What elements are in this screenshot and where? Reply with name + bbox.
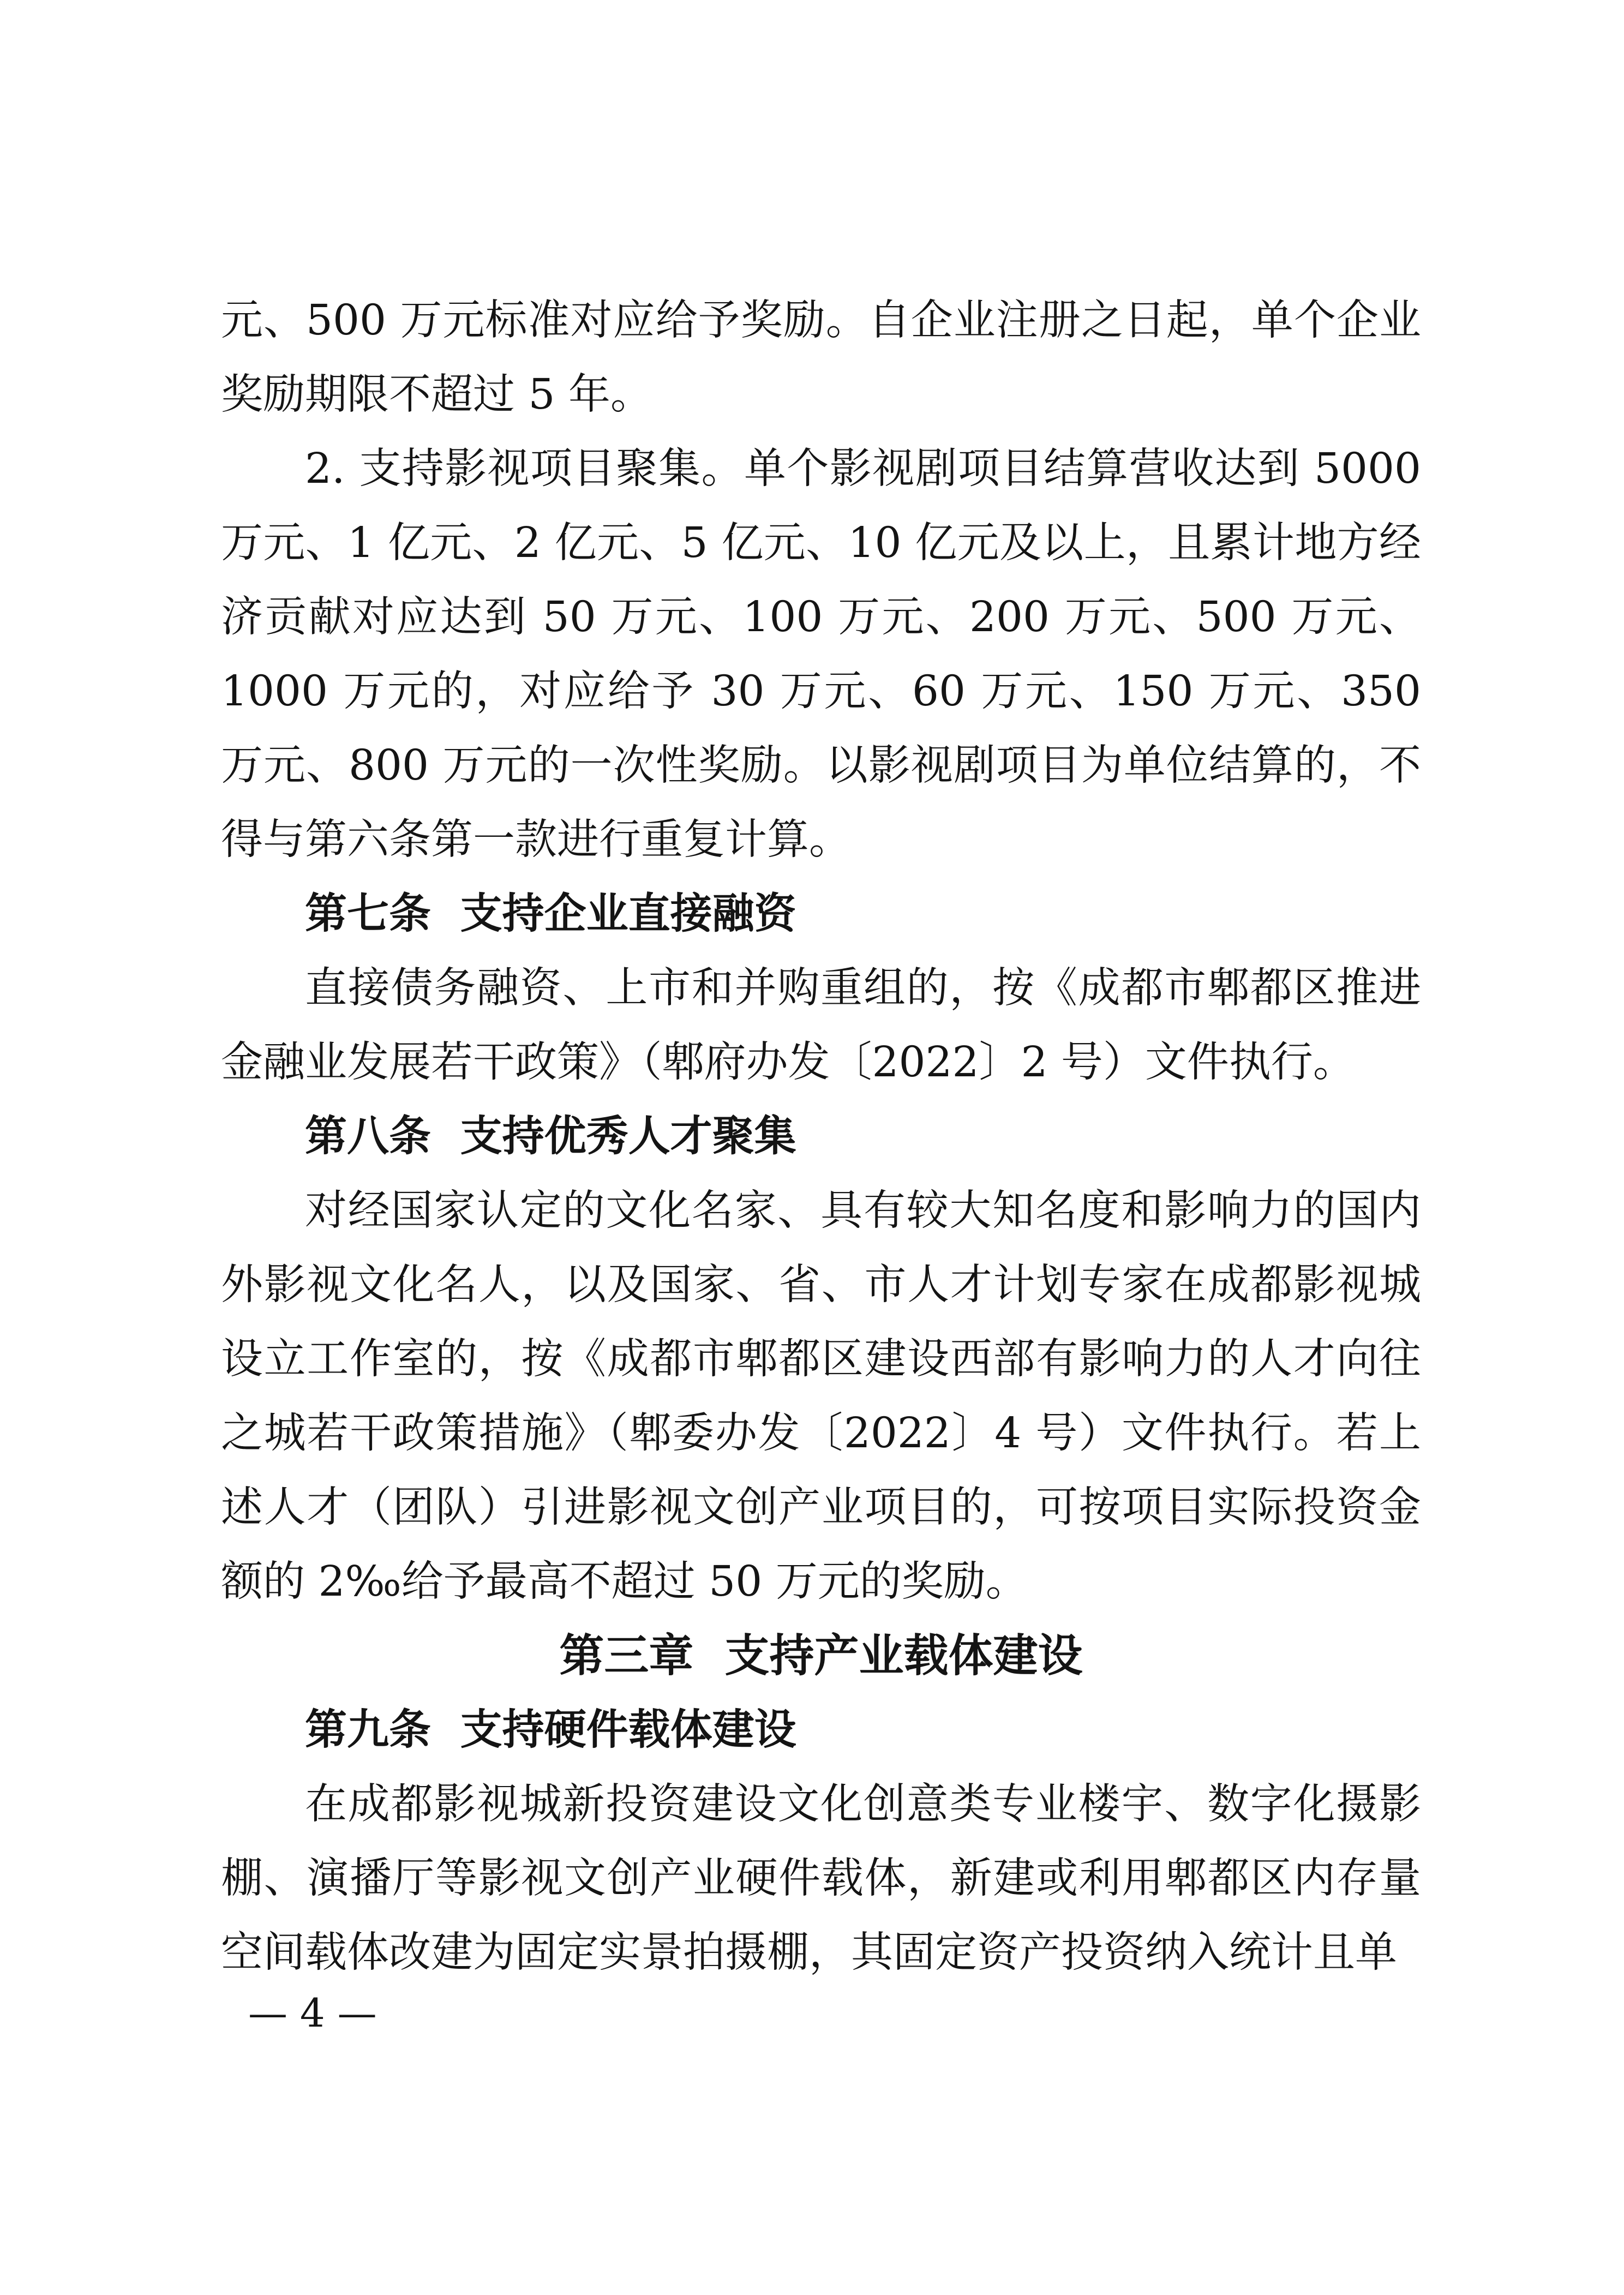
- paragraph-hardware: 在成都影视城新投资建设文化创意类专业楼宇、数字化摄影棚、演播厅等影视文创产业硬件载体，新建或利用郫都区内存量空间载体改建为固定实景拍摄棚，其固定资产投资纳入统计且单: [221, 1780, 1421, 1977]
- article-8-heading: [221, 1100, 1421, 1174]
- article-7-heading: [221, 877, 1421, 951]
- article-9-number: 第九条: [305, 1706, 431, 1754]
- chapter-3-heading: [221, 1619, 1421, 1693]
- article-9-heading: [221, 1693, 1421, 1767]
- paragraph-talent: 对经国家认定的文化名家、具有较大知名度和影响力的国内外影视文化名人，以及国家、省、市人才计划专家在成都影视城设立工作室的，按《成都市郫都区建设西部有影响力的人才向往之城若干政策措施》（郫委办发〔2022〕4 号）文件执行。若上述人才（团队）引进影视文创产业项目的，可按项目实际投资金额的 2‰给予最高不超过 50 万元的奖励。: [221, 1187, 1421, 1606]
- article-7-title: 支持企业直接融资: [460, 890, 796, 938]
- paragraph-financing: 直接债务融资、上市和并购重组的，按《成都市郫都区推进金融业发展若干政策》（郫府办发〔2022〕2 号）文件执行。: [221, 964, 1421, 1087]
- paragraph-project-support: 2. 支持影视项目聚集。单个影视剧项目结算营收达到 5000 万元、1 亿元、2 亿元、5 亿元、10 亿元及以上，且累计地方经济贡献对应达到 50 万元、100 万元、200 万元、500 万元、1000 万元的，对应给予 30 万元、60 万元、150 万元、350 万元、800 万元的一次性奖励。以影视剧项目为单位结算的，不得与第六条第一款进行重复计算。: [221, 445, 1421, 864]
- article-7-number: 第七条: [305, 890, 431, 938]
- article-8-number: 第八条: [305, 1112, 431, 1161]
- page-number: — 4 —: [248, 1990, 377, 2036]
- paragraph-continuation: 元、500 万元标准对应给予奖励。自企业注册之日起，单个企业奖励期限不超过 5 年。: [221, 296, 1421, 419]
- document-body: [221, 284, 1421, 1990]
- article-8-title: 支持优秀人才聚集: [460, 1112, 796, 1161]
- chapter-3-title: 支持产业载体建设: [724, 1630, 1083, 1682]
- article-9-title: 支持硬件载体建设: [460, 1706, 796, 1754]
- chapter-3-number: 第三章: [559, 1630, 694, 1682]
